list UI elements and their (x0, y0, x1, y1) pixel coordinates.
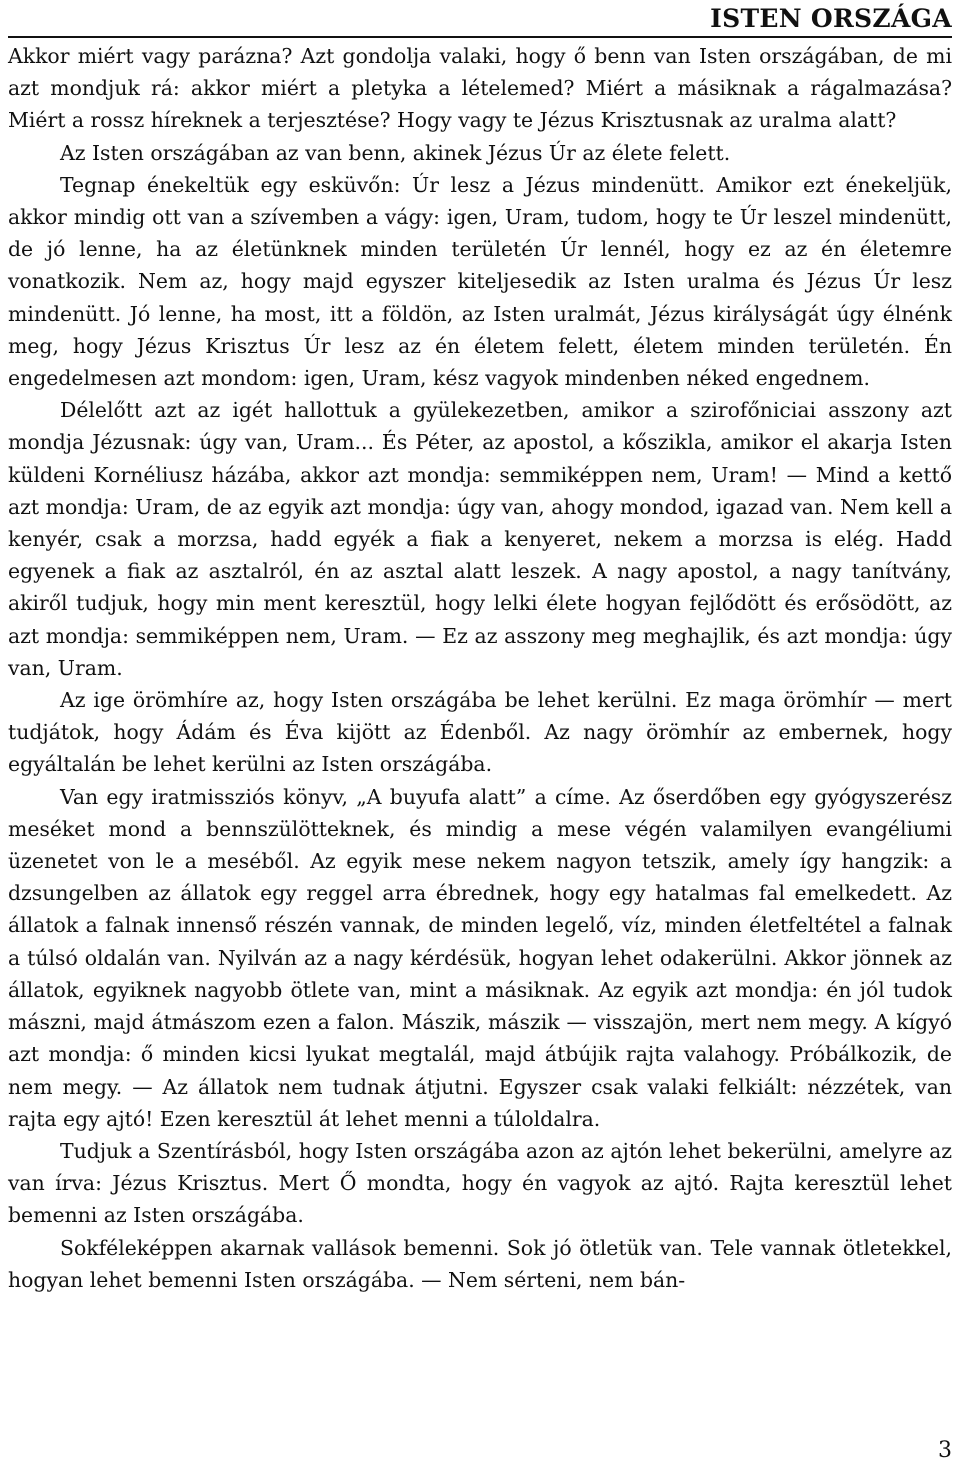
paragraph: Az Isten országában az van benn, akinek Jézus Úr az élete felett. (60, 140, 731, 165)
page-number: 3 (938, 1438, 952, 1463)
paragraph: Tegnap énekeltük egy esküvőn: Úr lesz a Jézus mindenütt. Amikor ezt énekeljük, akkor mindig ott van a szívemben a vágy: igen, Uram, tudom, hogy te Úr leszel mindenütt, de jó lenne, ha az életünknek minden területén Úr lennél, hogy ez az én életemre vonatkozik. Nem az, hogy majd egyszer kiteljesedik az Isten uralma és Jézus Úr lesz mindenütt. Jó lenne, ha most, itt a földön, az Isten uralmát, Jézus királyságát úgy élnénk meg, hogy Jézus Krisztus Úr lesz az én életem felett, életem minden területén. Én engedelmesen azt mondom: igen, Uram, kész vagyok mindenben néked engednem. (8, 172, 952, 391)
paragraph: Tudjuk a Szentírásból, hogy Isten országába azon az ajtón lehet bekerülni, amelyre az van írva: Jézus Krisztus. Mert Ő mondta, hogy én vagyok az ajtó. Rajta keresztül lehet bemenni az Isten országába. (8, 1138, 952, 1228)
paragraph: Van egy iratmissziós könyv, „A buyufa alatt” a címe. Az őserdőben egy gyógyszerész meséket mond a bennszülötteknek, és mindig a mese végén valamilyen evangéliumi üzenetet von le a meséből. Az egyik mese nekem nagyon tetszik, amely így hangzik: a dzsungelben az állatok egy reggel arra ébrednek, hogy egy hatalmas fal emelkedett. Az állatok a falnak innenső részén vannak, de minden legelő, víz, minden életfeltétel a falnak a túlsó oldalán van. Nyilván az a nagy kérdésük, hogyan lehet odakerülni. Akkor jönnek az állatok, egyiknek nagyobb ötlete van, mint a másiknak. Az egyik azt mondja: én jól tudok mászni, majd átmászom ezen a falon. Mászik, mászik — visszajön, mert nem megy. A kígyó azt mondja: ő minden kicsi lyukat megtalál, majd átbújik rajta valahogy. Próbálkozik, de nem megy. — Az állatok nem tudnak átjutni. Egyszer csak valaki felkiált: nézzétek, van rajta egy ajtó! Ezen keresztül át lehet menni a túloldalra. (8, 784, 952, 1131)
paragraph: Sokféleképpen akarnak vallások bemenni. Sok jó ötletük van. Tele vannak ötletekkel, hogyan lehet bemenni Isten országába. — Nem sérteni, nem bán- (8, 1235, 952, 1292)
paragraph: Akkor miért vagy parázna? Azt gondolja valaki, hogy ő benn van Isten országában, de mi azt mondjuk rá: akkor miért a pletyka a lételemed? Miért a másiknak a rágalmazása? Miért a rossz híreknek a terjesztése? Hogy vagy te Jézus Krisztusnak az uralma alatt? (8, 44, 952, 133)
paragraph: Délelőtt azt az igét hallottuk a gyülekezetben, amikor a szirofőniciai asszony azt mondja Jézusnak: úgy van, Uram... És Péter, az apostol, a kőszikla, amikor el akarja Isten küldeni Kornéliusz házába, akkor azt mondja: semmiképpen nem, Uram! — Mind a kettő azt mondja: Uram, de az egyik azt mondja: úgy van, ahogy mondod, igazad van. Nem kell a kenyér, csak a morzsa, hadd egyék a fiak a kenyeret, nekem a morzsa is elég. Hadd egyenek a fiak az asztalról, én az asztal alatt leszek. A nagy apostol, a nagy tanítvány, akiről tudjuk, hogy min ment keresztül, hogy lelki élete hogyan fejlődött és erősödött, az azt mondja: semmiképpen nem, Uram. — Ez az asszony meg meghajlik, és azt mondja: úgy van, Uram. (8, 398, 952, 680)
paragraph: Az ige örömhíre az, hogy Isten országába be lehet kerülni. Ez maga örömhír — mert tudjátok, hogy Ádám és Éva kijött az Édenből. Az nagy örömhír az embernek, hogy egyáltalán be lehet kerülni az Isten országába. (8, 688, 952, 777)
running-title: ISTEN ORSZÁGA (710, 4, 952, 33)
page-body (8, 40, 952, 1296)
header-rule (8, 36, 952, 38)
